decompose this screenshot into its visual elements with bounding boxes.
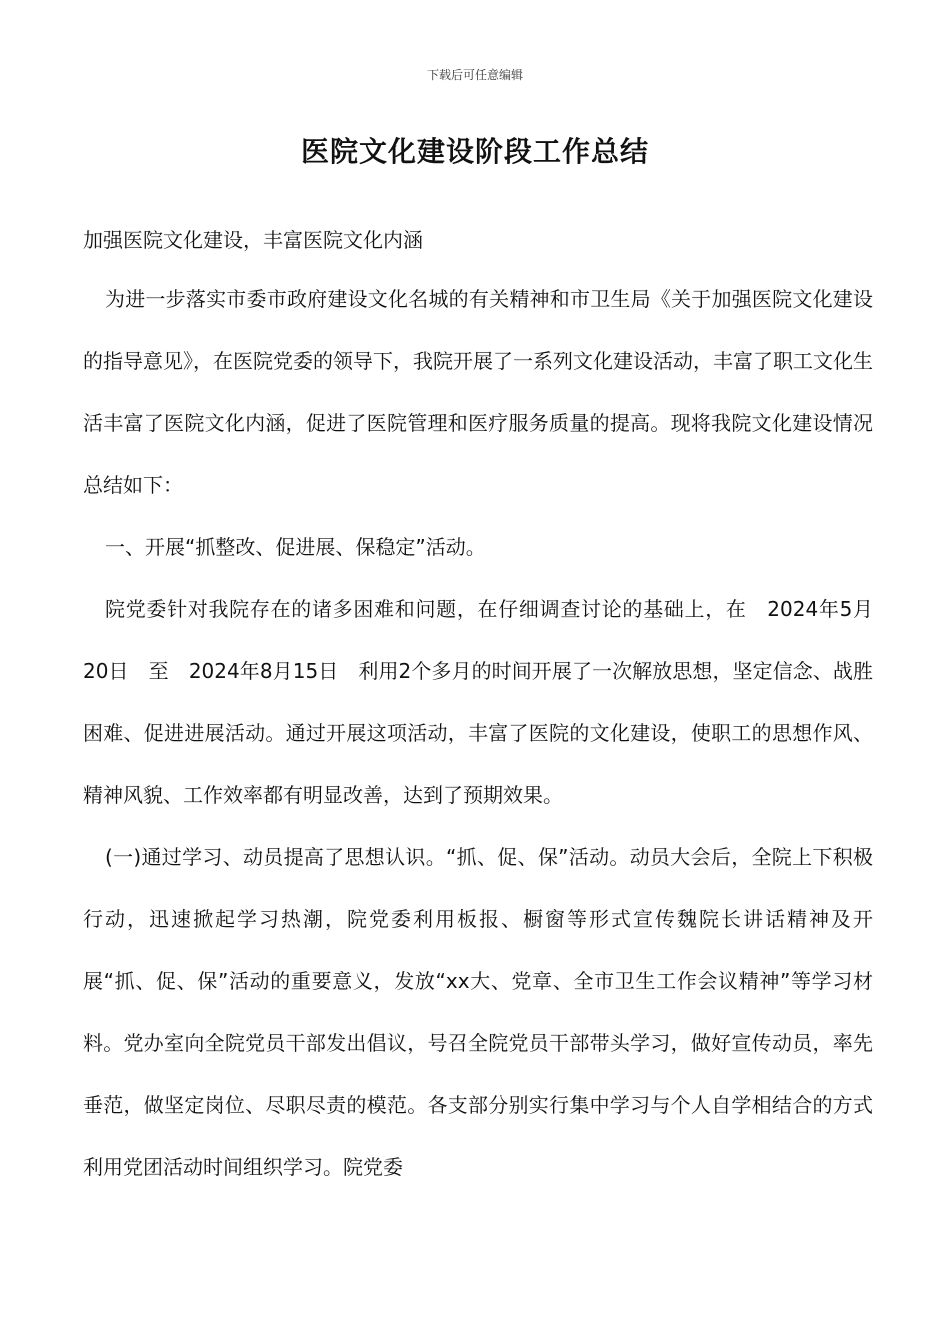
header-note: 下载后可任意编辑	[426, 68, 523, 82]
paragraph-intro: 为进一步落实市委市政府建设文化名城的有关精神和市卫生局《关于加强医院文化建设的指导意见》，在医院党委的领导下，我院开展了一系列文化建设活动，丰富了职工文化生活丰富了医院文化内涵，促进了医院管理和医疗服务质量的提高。现将我院文化建设情况总结如下：	[83, 287, 873, 497]
paragraph-subsection-1: (一)通过学习、动员提高了思想认识。“抓、促、保”活动。动员大会后，全院上下积极行动，迅速掀起学习热潮，院党委利用板报、橱窗等形式宣传魏院长讲话精神及开展“抓、促、保”活动的重要意义，发放“xx大、党章、全市卫生工作会议精神”等学习材料。党办室向全院党员干部发出倡议，号召全院党员干部带头学习，做好宣传动员，率先垂范，做坚定岗位、尽职尽责的模范。各支部分别实行集中学习与个人自学相结合的方式利用党团活动时间组织学习。院党委	[83, 845, 873, 1179]
document-body	[83, 268, 873, 1198]
paragraph-section-1: 院党委针对我院存在的诸多困难和问题，在仔细调查讨论的基础上，在 2024年5月20日 至 2024年8月15日 利用2个多月的时间开展了一次解放思想，坚定信念、战胜困难、促进进展活动。通过开展这项活动，丰富了医院的文化建设，使职工的思想作风、精神风貌、工作效率都有明显改善，达到了预期效果。	[83, 597, 873, 807]
document-subtitle: 加强医院文化建设，丰富医院文化内涵	[83, 228, 423, 252]
section-heading-1: 一、开展“抓整改、促进展、保稳定”活动。	[105, 535, 486, 559]
document-title: 医院文化建设阶段工作总结	[300, 135, 649, 168]
